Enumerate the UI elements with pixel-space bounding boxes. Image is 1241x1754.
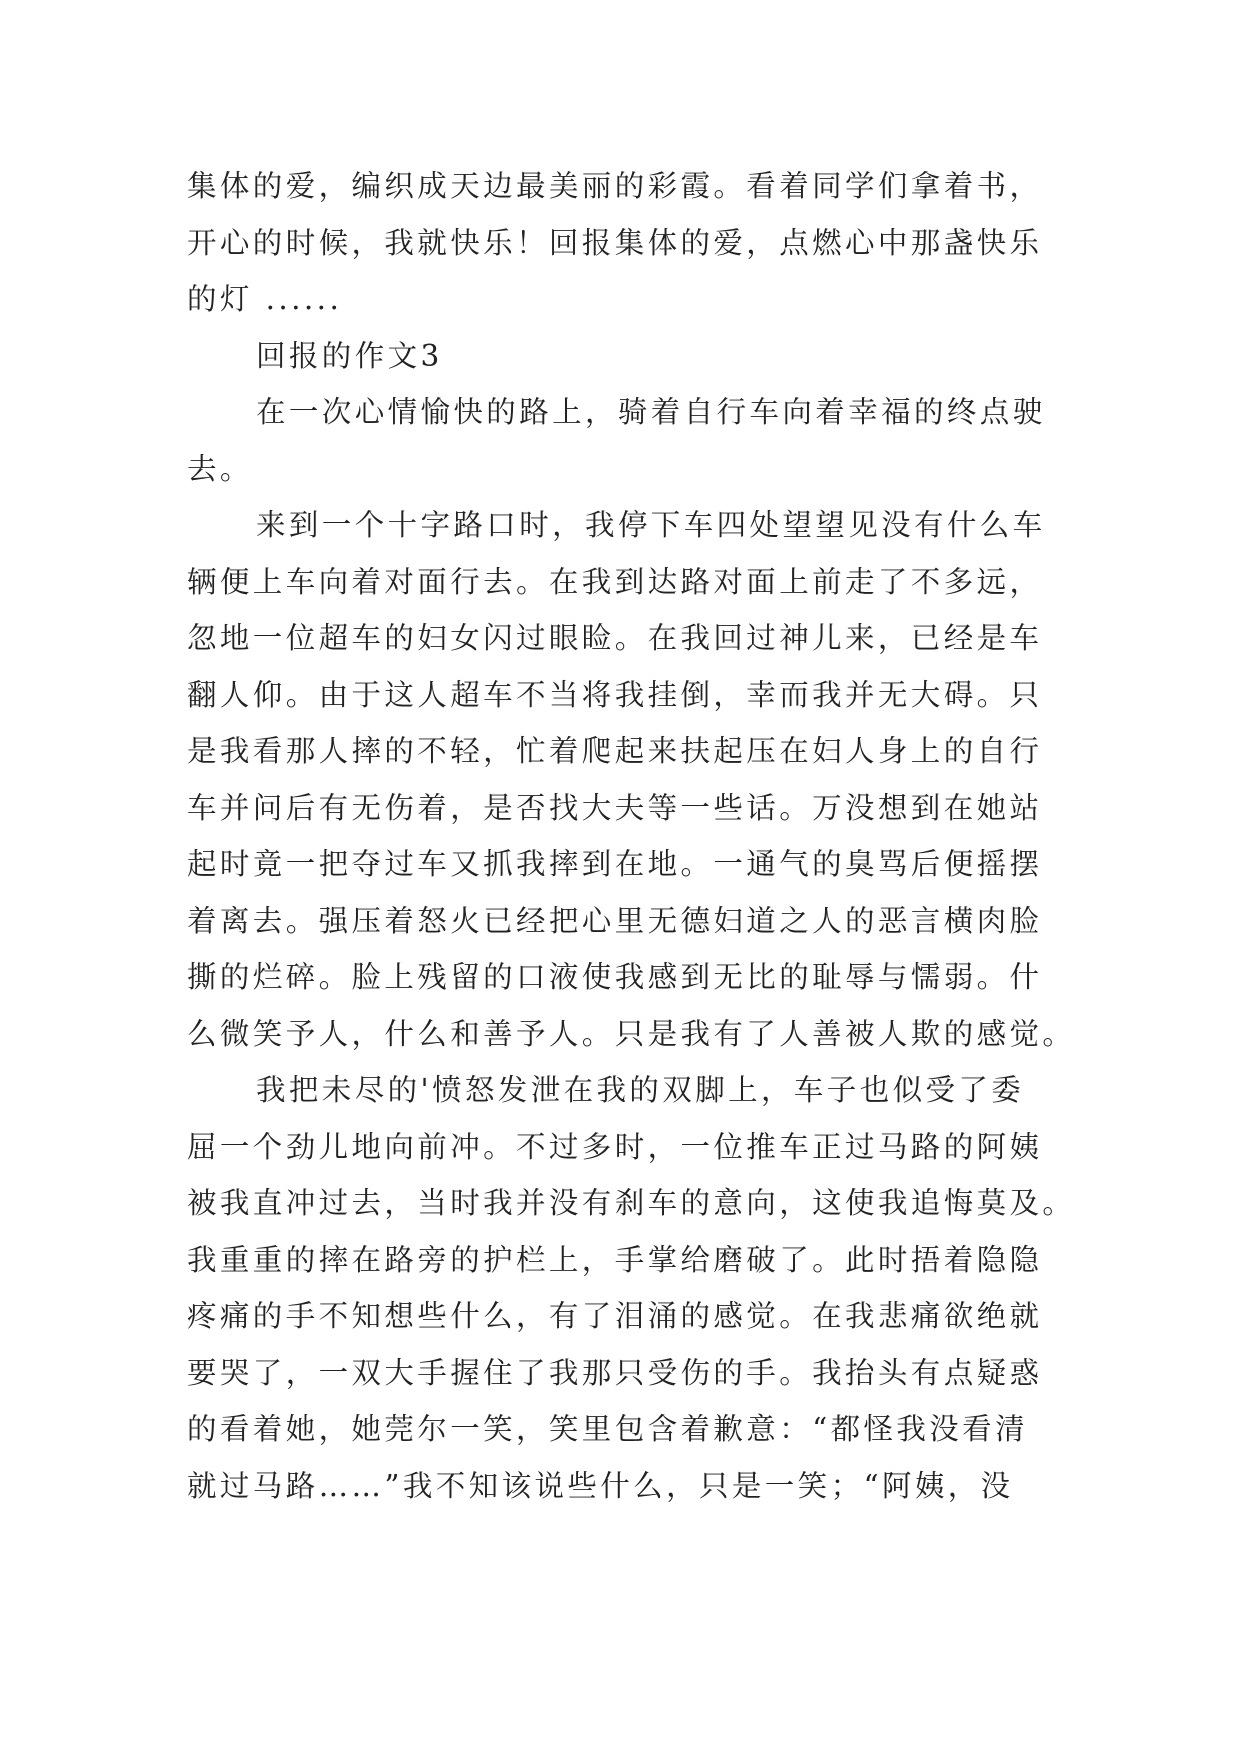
- text-line: 疼痛的手不知想些什么，有了泪涌的感觉。在我悲痛欲绝就: [187, 1299, 1043, 1333]
- text-line: 开心的时候，我就快乐！回报集体的爱，点燃心中那盏快乐: [187, 225, 1043, 260]
- text-line: 辆便上车向着对面行去。在我到达路对面上前走了不多远，: [187, 564, 1043, 599]
- text-line: 么微笑予人，什么和善予人。只是我有了人善被人欺的感觉。: [187, 1016, 1076, 1051]
- text-line: 着离去。强压着怒火已经把心里无德妇道之人的恶言横肉脸: [187, 903, 1043, 938]
- text-line: 撕的烂碎。脸上残留的口液使我感到无比的耻辱与懦弱。什: [187, 960, 1043, 994]
- text-line: 车并问后有无伤着，是否找大夫等一些话。万没想到在她站: [187, 790, 1043, 825]
- text-line: 来到一个十字路口时，我停下车四处望望见没有什么车: [256, 508, 1046, 542]
- text-line: 回报的作文3: [256, 338, 443, 373]
- text-line: 就过马路……”我不知该说些什么，只是一笑；“阿姨，没: [187, 1468, 1014, 1503]
- text-line: 我把未尽的'愤怒发泄在我的双脚上，车子也似受了委: [256, 1073, 1025, 1107]
- document-body: [187, 158, 1076, 1514]
- text-line: 集体的爱，编织成天边最美丽的彩霞。看着同学们拿着书，: [187, 169, 1043, 203]
- text-line: 的看着她，她莞尔一笑，笑里包含着歉意：“都怪我没看清: [187, 1412, 1028, 1446]
- text-line: 忽地一位超车的妇女闪过眼睑。在我回过神儿来，已经是车: [187, 621, 1043, 655]
- text-line: 的灯 ......: [187, 282, 343, 316]
- text-line: 翻人仰。由于这人超车不当将我挂倒，幸而我并无大碍。只: [187, 677, 1043, 712]
- text-line: 屈一个劲儿地向前冲。不过多时，一位推车正过马路的阿姨: [187, 1129, 1043, 1164]
- text-line: 我重重的摔在路旁的护栏上，手掌给磨破了。此时捂着隐隐: [187, 1242, 1043, 1277]
- text-line: 去。: [187, 451, 253, 486]
- text-line: 要哭了，一双大手握住了我那只受伤的手。我抬头有点疑惑: [187, 1355, 1043, 1390]
- text-line: 是我看那人摔的不轻，忙着爬起来扶起压在妇人身上的自行: [187, 734, 1043, 768]
- text-line: 在一次心情愉快的路上，骑着自行车向着幸福的终点驶: [256, 395, 1046, 429]
- text-line: 被我直冲过去，当时我并没有刹车的意向，这使我追悔莫及。: [187, 1186, 1076, 1220]
- text-line: 起时竟一把夺过车又抓我摔到在地。一通气的臭骂后便摇摆: [187, 847, 1043, 881]
